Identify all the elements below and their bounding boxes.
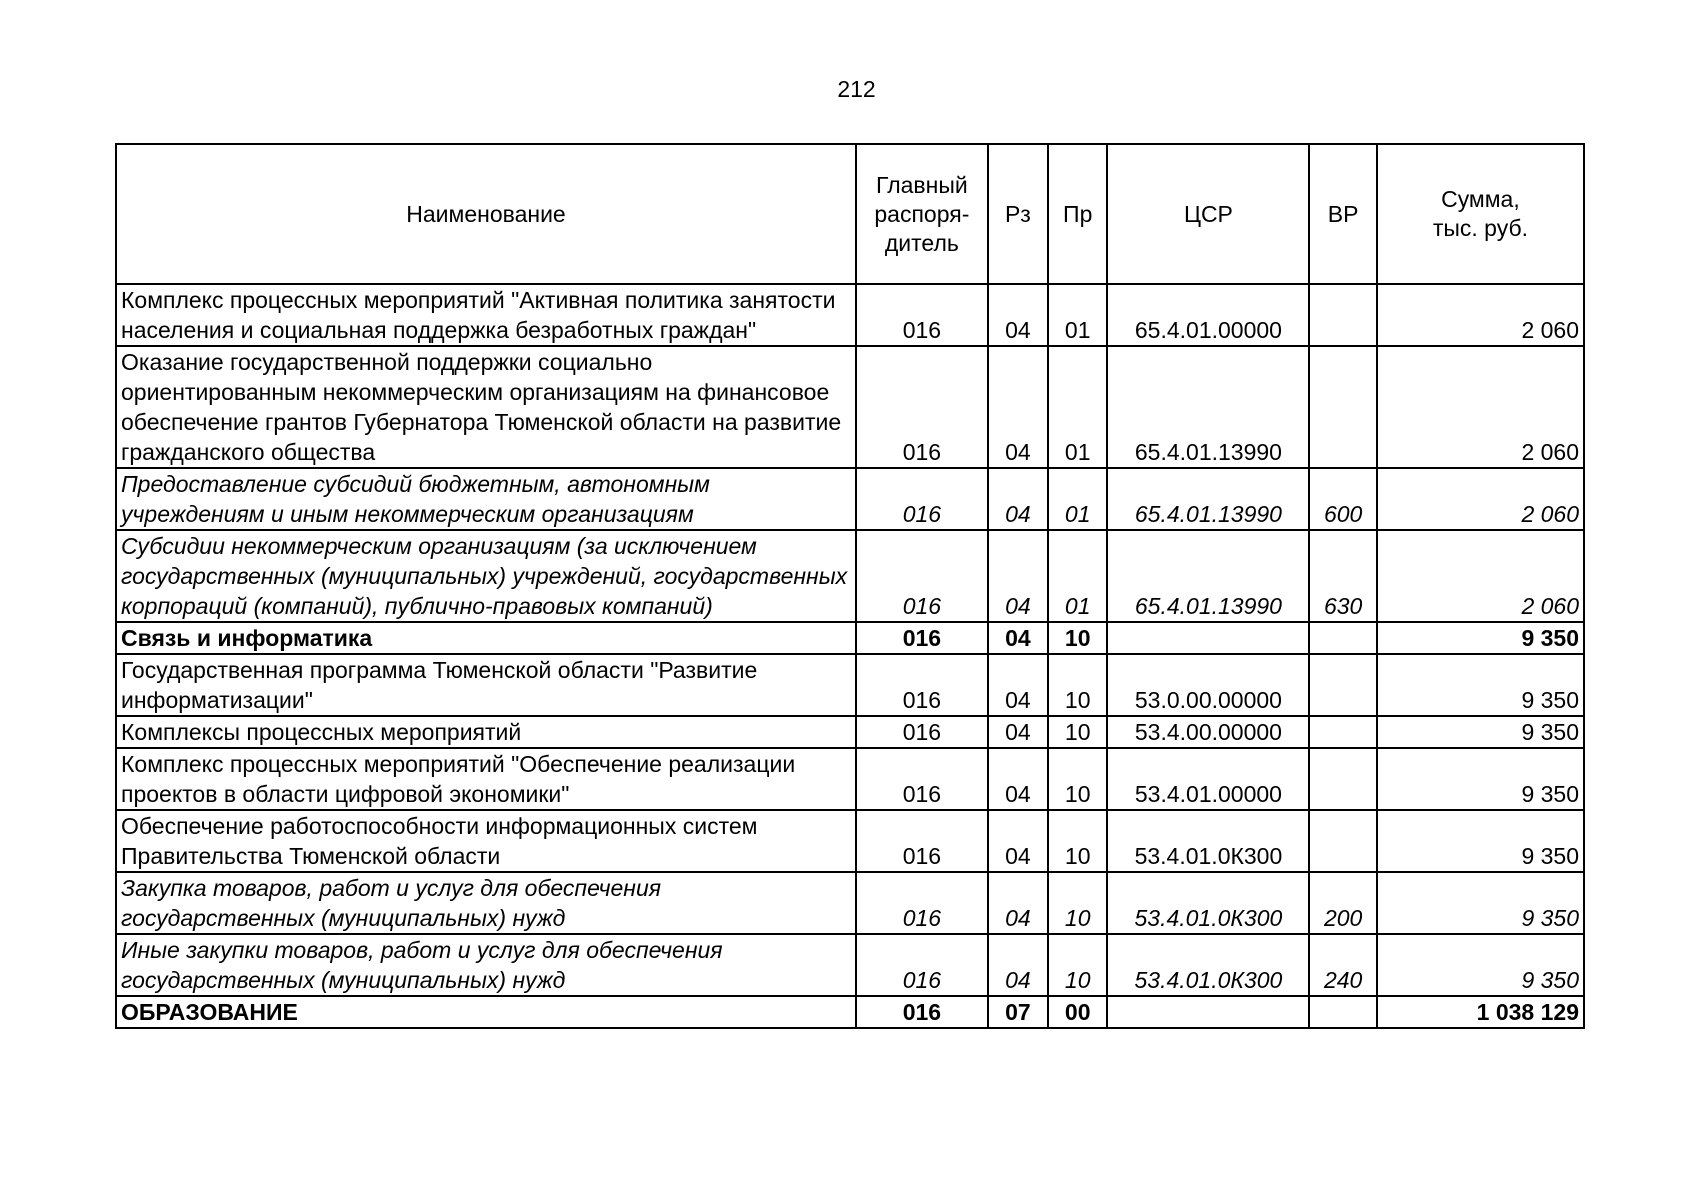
table-row bbox=[116, 872, 1584, 934]
cell-main-manager: 016 bbox=[856, 346, 988, 468]
cell-sum: 9 350 bbox=[1377, 716, 1584, 748]
cell-name: Комплекс процессных мероприятий "Активная политика занятости населения и социальная поддержка безработных граждан" bbox=[116, 284, 856, 346]
cell-pr: 10 bbox=[1048, 748, 1107, 810]
cell-sum: 9 350 bbox=[1377, 872, 1584, 934]
cell-main-manager: 016 bbox=[856, 284, 988, 346]
cell-vr: 200 bbox=[1309, 872, 1376, 934]
cell-csr: 53.4.01.0К300 bbox=[1107, 934, 1309, 996]
cell-csr: 65.4.01.00000 bbox=[1107, 284, 1309, 346]
cell-rz: 04 bbox=[988, 530, 1048, 622]
table-row bbox=[116, 530, 1584, 622]
cell-csr: 65.4.01.13990 bbox=[1107, 346, 1309, 468]
cell-name: Связь и информатика bbox=[116, 622, 856, 654]
cell-csr: 65.4.01.13990 bbox=[1107, 530, 1309, 622]
cell-main-manager: 016 bbox=[856, 654, 988, 716]
cell-pr: 01 bbox=[1048, 346, 1107, 468]
cell-main-manager: 016 bbox=[856, 810, 988, 872]
cell-name: Государственная программа Тюменской области "Развитие информатизации" bbox=[116, 654, 856, 716]
header-main-manager: Главный распоря- дитель bbox=[856, 144, 988, 284]
cell-rz: 04 bbox=[988, 468, 1048, 530]
cell-pr: 10 bbox=[1048, 654, 1107, 716]
cell-sum: 2 060 bbox=[1377, 284, 1584, 346]
cell-csr: 53.0.00.00000 bbox=[1107, 654, 1309, 716]
cell-main-manager: 016 bbox=[856, 934, 988, 996]
table-row bbox=[116, 716, 1584, 748]
cell-pr: 10 bbox=[1048, 716, 1107, 748]
cell-rz: 04 bbox=[988, 622, 1048, 654]
header-rz: Рз bbox=[988, 144, 1048, 284]
cell-vr bbox=[1309, 748, 1376, 810]
cell-sum: 9 350 bbox=[1377, 810, 1584, 872]
cell-rz: 04 bbox=[988, 716, 1048, 748]
cell-pr: 01 bbox=[1048, 468, 1107, 530]
cell-sum: 9 350 bbox=[1377, 622, 1584, 654]
header-name: Наименование bbox=[116, 144, 856, 284]
cell-main-manager: 016 bbox=[856, 530, 988, 622]
cell-csr: 53.4.00.00000 bbox=[1107, 716, 1309, 748]
cell-vr bbox=[1309, 996, 1376, 1028]
cell-sum: 2 060 bbox=[1377, 530, 1584, 622]
cell-pr: 10 bbox=[1048, 622, 1107, 654]
cell-pr: 01 bbox=[1048, 284, 1107, 346]
cell-pr: 10 bbox=[1048, 872, 1107, 934]
cell-pr: 00 bbox=[1048, 996, 1107, 1028]
cell-csr: 53.4.01.0К300 bbox=[1107, 872, 1309, 934]
table-row bbox=[116, 934, 1584, 996]
header-sum: Сумма, тыс. руб. bbox=[1377, 144, 1584, 284]
cell-rz: 04 bbox=[988, 934, 1048, 996]
page-number: 212 bbox=[837, 76, 876, 102]
cell-vr bbox=[1309, 284, 1376, 346]
cell-main-manager: 016 bbox=[856, 622, 988, 654]
cell-sum: 9 350 bbox=[1377, 654, 1584, 716]
cell-sum: 1 038 129 bbox=[1377, 996, 1584, 1028]
cell-vr bbox=[1309, 622, 1376, 654]
cell-pr: 10 bbox=[1048, 934, 1107, 996]
cell-name: Субсидии некоммерческим организациям (за исключением государственных (муниципальных) учреждений, государственных корпораций (компаний), публично-правовых компаний) bbox=[116, 530, 856, 622]
table-row bbox=[116, 468, 1584, 530]
cell-name: Комплексы процессных мероприятий bbox=[116, 716, 856, 748]
cell-rz: 07 bbox=[988, 996, 1048, 1028]
cell-name: Закупка товаров, работ и услуг для обеспечения государственных (муниципальных) нужд bbox=[116, 872, 856, 934]
cell-vr bbox=[1309, 654, 1376, 716]
table-row bbox=[116, 654, 1584, 716]
cell-rz: 04 bbox=[988, 810, 1048, 872]
budget-table bbox=[115, 143, 1585, 1029]
cell-vr: 630 bbox=[1309, 530, 1376, 622]
cell-rz: 04 bbox=[988, 654, 1048, 716]
table-row bbox=[116, 810, 1584, 872]
table-row bbox=[116, 996, 1584, 1028]
cell-csr bbox=[1107, 996, 1309, 1028]
cell-rz: 04 bbox=[988, 284, 1048, 346]
header-pr: Пр bbox=[1048, 144, 1107, 284]
cell-vr: 600 bbox=[1309, 468, 1376, 530]
cell-csr: 53.4.01.0К300 bbox=[1107, 810, 1309, 872]
table-body bbox=[116, 284, 1584, 1028]
cell-name: Комплекс процессных мероприятий "Обеспечение реализации проектов в области цифровой экономики" bbox=[116, 748, 856, 810]
header-vr: ВР bbox=[1309, 144, 1376, 284]
cell-sum: 2 060 bbox=[1377, 346, 1584, 468]
table-header bbox=[116, 144, 1584, 284]
table-row bbox=[116, 284, 1584, 346]
cell-csr: 65.4.01.13990 bbox=[1107, 468, 1309, 530]
cell-name: ОБРАЗОВАНИЕ bbox=[116, 996, 856, 1028]
cell-main-manager: 016 bbox=[856, 996, 988, 1028]
header-csr: ЦСР bbox=[1107, 144, 1309, 284]
table-row bbox=[116, 346, 1584, 468]
cell-rz: 04 bbox=[988, 872, 1048, 934]
cell-csr bbox=[1107, 622, 1309, 654]
cell-pr: 01 bbox=[1048, 530, 1107, 622]
cell-csr: 53.4.01.00000 bbox=[1107, 748, 1309, 810]
cell-name: Иные закупки товаров, работ и услуг для обеспечения государственных (муниципальных) нужд bbox=[116, 934, 856, 996]
cell-rz: 04 bbox=[988, 346, 1048, 468]
cell-vr: 240 bbox=[1309, 934, 1376, 996]
table-row bbox=[116, 622, 1584, 654]
cell-name: Оказание государственной поддержки социально ориентированным некоммерческим организациям на финансовое обеспечение грантов Губернатора Тюменской области на развитие гражданского общества bbox=[116, 346, 856, 468]
cell-vr bbox=[1309, 716, 1376, 748]
cell-vr bbox=[1309, 346, 1376, 468]
cell-vr bbox=[1309, 810, 1376, 872]
cell-sum: 9 350 bbox=[1377, 748, 1584, 810]
cell-main-manager: 016 bbox=[856, 716, 988, 748]
cell-rz: 04 bbox=[988, 748, 1048, 810]
cell-sum: 2 060 bbox=[1377, 468, 1584, 530]
cell-main-manager: 016 bbox=[856, 872, 988, 934]
cell-name: Предоставление субсидий бюджетным, автономным учреждениям и иным некоммерческим организациям bbox=[116, 468, 856, 530]
cell-main-manager: 016 bbox=[856, 748, 988, 810]
cell-name: Обеспечение работоспособности информационных систем Правительства Тюменской области bbox=[116, 810, 856, 872]
cell-sum: 9 350 bbox=[1377, 934, 1584, 996]
table-row bbox=[116, 748, 1584, 810]
cell-main-manager: 016 bbox=[856, 468, 988, 530]
cell-pr: 10 bbox=[1048, 810, 1107, 872]
